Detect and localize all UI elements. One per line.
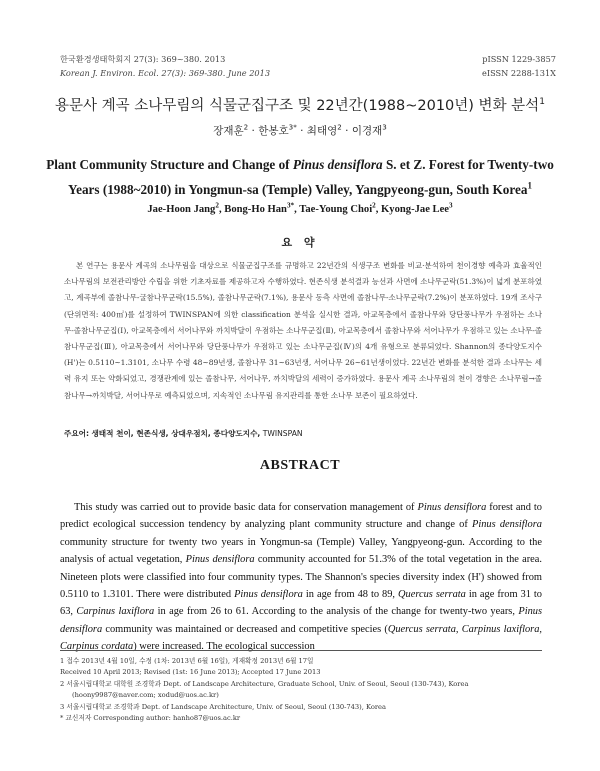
author-ko: 이경재 <box>351 125 383 137</box>
species-name: Pinus densiflora <box>234 589 303 601</box>
author-affil-mark: 3* <box>288 122 297 132</box>
paper-title-en-part2: S. et Z. Forest for Twenty-two Years (1988~2010) in Yongmun-sa (Temple) Valley, Yangpyeong-gun, South Korea <box>68 157 554 197</box>
paper-title-ko <box>0 94 600 115</box>
keywords-ko-label: 주요어: <box>64 429 90 438</box>
author-separator: · <box>345 125 349 137</box>
author-en: Bong-Ho Han <box>224 204 287 215</box>
author-affil-mark: 3 <box>449 201 453 210</box>
author-separator: · <box>300 125 304 137</box>
abstract-text-run: community was maintained or decreased and competitive species ( <box>102 623 388 635</box>
paper-title-ko-footnote-mark: 1 <box>539 97 545 108</box>
journal-citation <box>60 52 270 80</box>
paper-title-en-species: Pinus densiflora <box>292 157 383 172</box>
journal-citation-ko: 한국환경생태학회지 27(3): 369~380. 2013 <box>60 54 226 64</box>
footnote-divider <box>60 650 542 651</box>
paper-title-ko-text: 용문사 계곡 소나무림의 식물군집구조 및 22년간(1988~2010년) 변화 분석 <box>55 98 540 114</box>
author-ko: 최태영 <box>306 125 338 137</box>
issn-block <box>482 52 556 80</box>
abstract-text-run: forest and to predict ecological succession tendency by analyzing plant community structure and change of <box>60 502 542 531</box>
paper-title-en-part1: Plant Community Structure and Change of <box>46 157 293 172</box>
footnote-corresponding-author: * 교신저자 Corresponding author: hanho87@uos.ac.kr <box>60 714 241 723</box>
abstract-text-run: in age from 31 to 63, <box>60 589 543 618</box>
eissn: eISSN 2288-131X <box>482 68 556 78</box>
author-affil-mark: 3 <box>382 122 387 132</box>
author-en: Kyong-Jae Lee <box>381 204 450 215</box>
species-name: Pinus densiflora <box>417 502 487 513</box>
author-affil-mark: 3* <box>286 201 295 210</box>
author-en: Tae-Young Choi <box>299 204 373 215</box>
footnotes <box>60 656 542 724</box>
abstract-en-heading: ABSTRACT <box>259 458 341 473</box>
footnote-affiliation-3: 3 서울시립대학교 조경학과 Dept. of Landscape Architecture, Univ. of Seoul, Seoul (130-743), Korea <box>60 702 386 711</box>
species-name: Quercus serrata <box>398 589 466 601</box>
species-name: Carpinus laxiflora <box>76 606 155 618</box>
abstract-ko-body: 본 연구는 용문사 계곡의 소나무림을 대상으로 식물군집구조를 규명하고 22년간의 식생구조 변화를 비교·분석하여 천이경향 예측과 효율적인 소나무림의 보전관리방안 수립을 위한 기초자료를 제공하고자 수행하였다. 현존식생 분석결과 능선과 사면에 소나무군락(51.3%)이 넓게 분포하였고, 계곡부에 졸참나무-굴참나무군락(15.5%), 졸참나무군락(7.1%), 용문사 동측 사면에 졸참나무-소나무군락(7.2%)이 분포하였다. 19개 조사구(단위면적: 400㎡)를 설정하여 TWINSPAN에 의한 classification 분석을 실시한 결과, 아교목층에서 졸참나무와 당단풍나무가 우점하는 소나무-졸참나무군집(Ⅰ), 아교목층에서 서어나무와 까치박달이 우점하는 소나무군집(Ⅱ), 아교목층에서 졸참나무와 서어나무가 우점하고 있는 소나무-졸참나무군집(Ⅲ), 아교목층에서 서어나무와 당단풍나무가 우점하고 있는 소나무군집(Ⅳ)의 4개 유형으로 분류되었다. Shannon의 종다양도지수(H')는 0.5110~1.3101, 소나무 수령 48~89년생, 졸참나무 31~63년생, 서어나무 26~61년생이었다. 22년간 변화를 분석한 결과 소나무는 세력 유지 또는 약화되었고, 경쟁관계에 있는 졸참나무, 서어나무, 까치박달의 세력이 증가하였다. 용문사 계곡 소나무림의 천이 경향은 소나무림→졸참나무→까치박달, 서어나무로 예측되었으며, 지속적인 소나무림 유지관리를 통한 소나무 보존이 필요하였다. <box>64 261 542 400</box>
keywords-ko-last: TWINSPAN <box>262 429 303 438</box>
author-en: Jae-Hoon Jang <box>147 204 216 215</box>
abstract-text-run: ) were increased. The ecological succession <box>133 641 315 653</box>
abstract-en-body <box>60 499 542 656</box>
species-name: Pinus densiflora <box>472 519 542 531</box>
author-affil-mark: 2 <box>337 122 342 132</box>
abstract-ko-heading: 요 약 <box>281 236 319 249</box>
abstract-text-run: community structure for twenty two years in Yongmun-sa (Temple) Valley, Yangpyeong-gun. According to the analysis of actual vegetation, <box>60 536 542 566</box>
author-ko: 한봉호 <box>258 125 289 137</box>
author-ko: 장재훈 <box>213 125 244 137</box>
abstract-text-run: in age from 48 to 89, <box>302 589 399 601</box>
abstract-text-run: community accounted for 51.3% of the total vegetation in the area. Nineteen plots were classified into four community types. The Shannon's species diversity index (H') showed from 0.5110 to 1.3101. There were distributed <box>60 554 542 601</box>
species-name: Pinus densiflora <box>185 554 255 566</box>
footnote-affiliation-2: 2 서울시립대학교 대학원 조경학과 Dept. of Landscape Architecture, Graduate School, Univ. of Seoul, Seoul (130-743), Korea (hoony9987@naver.com; xodud@uos.ac.kr) <box>60 679 469 700</box>
abstract-text-run: in age from 26 to 61. According to the analysis of the change for twenty-two years, <box>154 606 519 618</box>
keywords-ko <box>64 428 542 439</box>
author-list-ko <box>0 123 600 138</box>
author-list-en: Jae-Hoon Jang$^2$, Bong-Ho Han$^{3*}$, Tae-Young Choi$^2$, Kyong-Jae Lee$^3$ <box>147 201 453 215</box>
footnote-received-en: Received 10 April 2013; Revised (1st: 16 June 2013); Accepted 17 June 2013 <box>60 668 321 677</box>
author-separator: · <box>251 125 255 137</box>
paper-title-en-footnote-mark: 1 <box>527 180 532 191</box>
keywords-ko-values: 생태적 천이, 현존식생, 상대우점치, 종다양도지수, <box>91 429 261 438</box>
abstract-text-run: This study was carried out to provide basic data for conservation management of <box>74 502 418 513</box>
author-affil-mark: 2 <box>243 122 249 132</box>
species-name: Quercus serrata, Carpinus laxiflora, Carpinus cordata <box>60 623 542 653</box>
footnote-received-ko: 1 접수 2013년 4월 10일, 수정 (1차: 2013년 6월 16일), 게재확정 2013년 6월 17일 <box>60 657 314 665</box>
species-name: Pinus densiflora <box>60 606 543 635</box>
pissn: pISSN 1229-3857 <box>482 54 556 64</box>
author-affil-mark: 2 <box>372 201 376 210</box>
journal-citation-en: Korean J. Environ. Ecol. 27(3): 369-380. June 2013 <box>60 68 271 78</box>
author-affil-mark: 2 <box>215 201 219 210</box>
paper-title-en <box>40 152 560 202</box>
